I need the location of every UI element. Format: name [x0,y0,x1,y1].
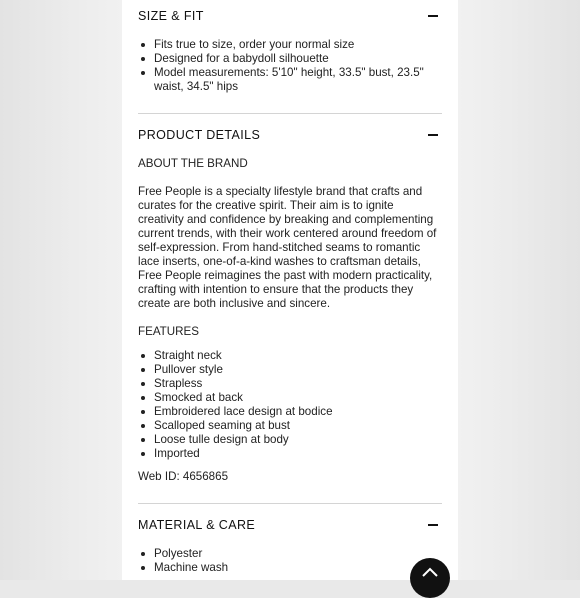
size-fit-item: Model measurements: 5'10" height, 33.5" bust, 23.5" waist, 34.5" hips [154,66,442,94]
size-fit-header[interactable] [138,6,442,26]
about-brand-text: Free People is a specialty lifestyle brand that crafts and curates for the creative spirit. Their aim is to ignite creativity and confidence by breaking and complementing current trends, with their work centered around freedom of self-expression. From hand-stitched seams to romantic lace inserts, one-of-a-kind washes to craftsman details, Free People reimagines the past with modern practicality, crafting with intention to ensure that the products they create are both inclusive and sincere. [138,185,437,310]
feature-item: Pullover style [154,363,442,377]
web-id: Web ID: 4656865 [138,470,229,483]
chevron-up-icon [422,567,438,577]
collapse-minus-icon[interactable] [428,134,438,136]
material-care-header[interactable] [138,515,442,535]
size-fit-item: Designed for a babydoll silhouette [154,52,442,66]
section-divider [138,503,442,504]
feature-item: Imported [154,447,442,461]
collapse-minus-icon[interactable] [428,15,438,17]
feature-item: Smocked at back [154,391,442,405]
feature-item: Embroidered lace design at bodice [154,405,442,419]
background-right [458,0,580,580]
material-care-item: Machine wash [154,561,442,575]
collapse-minus-icon[interactable] [428,524,438,526]
material-care-list [138,547,442,575]
feature-item: Scalloped seaming at bust [154,419,442,433]
section-divider [138,113,442,114]
product-details-title: PRODUCT DETAILS [138,128,261,142]
scroll-to-top-button[interactable] [410,558,450,598]
feature-item: Loose tulle design at body [154,433,442,447]
features-list [138,349,442,461]
product-info-panel [122,0,458,580]
feature-item: Strapless [154,377,442,391]
features-heading: FEATURES [138,325,199,338]
feature-item: Straight neck [154,349,442,363]
size-fit-list [138,38,442,94]
product-details-header[interactable] [138,125,442,145]
about-brand-heading: ABOUT THE BRAND [138,157,248,170]
material-care-title: MATERIAL & CARE [138,518,256,532]
size-fit-title: SIZE & FIT [138,9,204,23]
material-care-item: Polyester [154,547,442,561]
background-left [0,0,122,580]
size-fit-item: Fits true to size, order your normal size [154,38,442,52]
